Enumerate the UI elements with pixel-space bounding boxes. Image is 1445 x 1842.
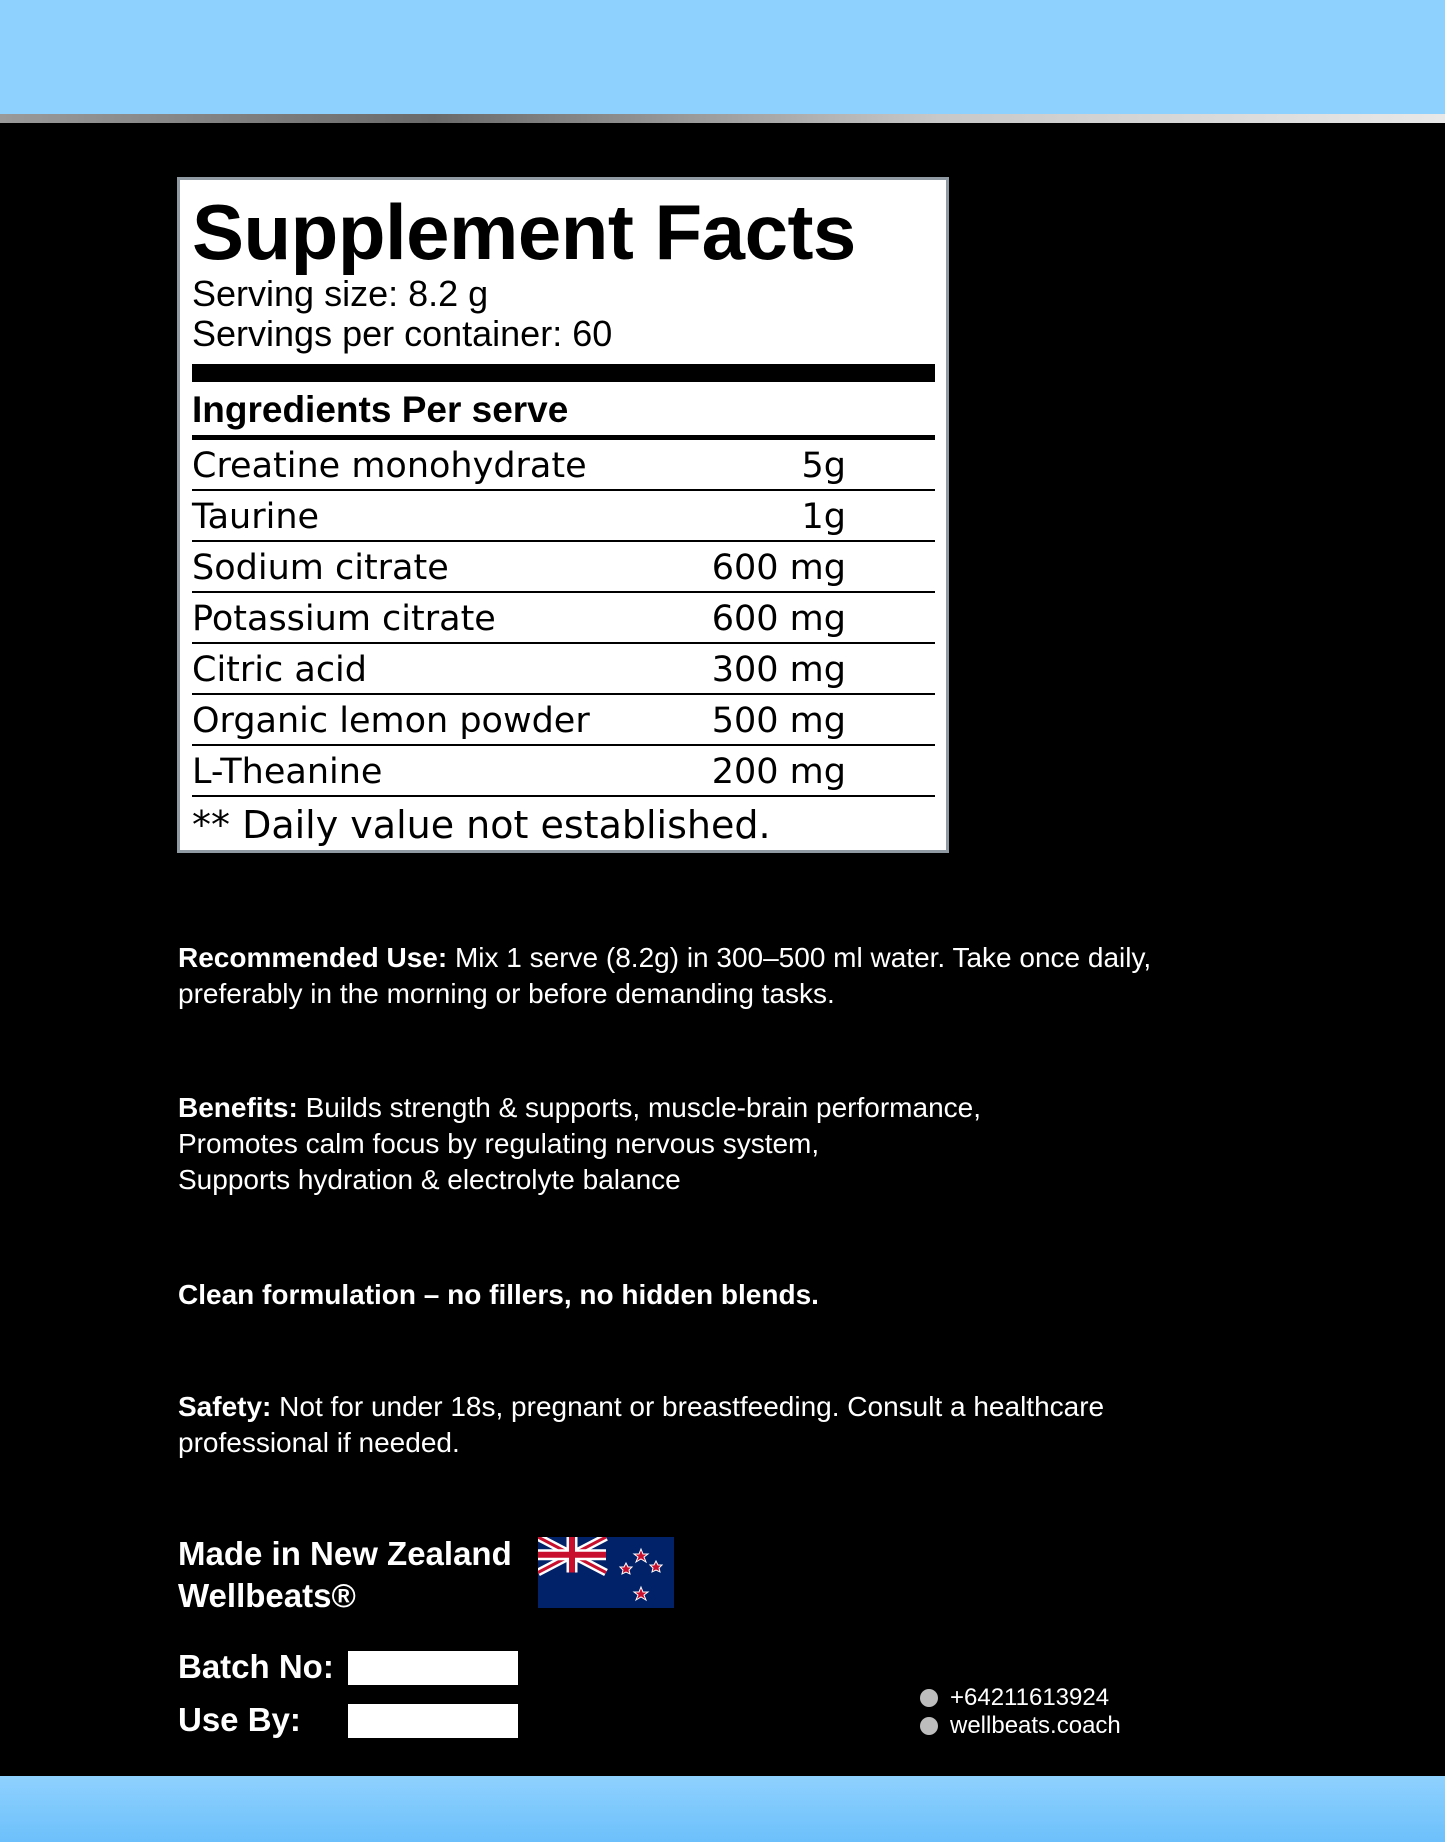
benefits-label: Benefits:: [178, 1092, 298, 1123]
instagram-icon: [920, 1717, 938, 1735]
ingredient-amount: 200 mg: [711, 752, 846, 792]
benefits-text-1: Builds strength & supports, muscle-brain performance,: [297, 1092, 981, 1123]
top-color-band: [0, 0, 1445, 114]
social-handle: wellbeats.coach: [950, 1712, 1121, 1739]
ingredient-amount: 600 mg: [711, 599, 846, 639]
batch-number-field[interactable]: [348, 1651, 518, 1685]
ingredient-row: [192, 491, 935, 542]
contact-phone: [920, 1684, 1109, 1712]
ingredients-header: Ingredients Per serve: [192, 389, 569, 430]
safety: [178, 1389, 1104, 1461]
ingredient-row: [192, 542, 935, 593]
made-in: Made in New Zealand: [178, 1535, 512, 1572]
facts-title: Supplement Facts: [192, 188, 856, 276]
ingredient-row: [192, 440, 935, 491]
servings-per-container: Servings per container: 60: [192, 313, 613, 354]
benefits-text-3: Supports hydration & electrolyte balance: [178, 1164, 681, 1195]
ingredient-name: Sodium citrate: [192, 548, 449, 588]
whatsapp-icon: [920, 1689, 938, 1707]
ingredient-amount: 300 mg: [711, 650, 846, 690]
batch-label: Batch No:: [178, 1648, 334, 1685]
origin: [178, 1533, 512, 1617]
ingredient-amount: 500 mg: [711, 701, 846, 741]
ingredient-name: Creatine monohydrate: [192, 446, 587, 486]
thick-divider: [192, 364, 935, 382]
safety-text-2: professional if needed.: [178, 1427, 460, 1458]
ingredient-name: Potassium citrate: [192, 599, 496, 639]
benefits-text-2: Promotes calm focus by regulating nervous system,: [178, 1128, 820, 1159]
ingredient-amount: 1g: [801, 497, 846, 537]
use-by-field[interactable]: [348, 1704, 518, 1738]
serving-size: Serving size: 8.2 g: [192, 273, 489, 314]
clean-formulation: Clean formulation – no fillers, no hidden blends.: [178, 1279, 819, 1310]
ingredient-name: Taurine: [192, 497, 320, 537]
contact-social: [920, 1712, 1121, 1740]
ingredient-row: [192, 746, 935, 797]
bottom-color-band: [0, 1776, 1445, 1842]
recommended-text-1: Mix 1 serve (8.2g) in 300–500 ml water. Take once daily,: [447, 942, 1152, 973]
supplement-facts-panel: [177, 177, 949, 853]
recommended-text-2: preferably in the morning or before demanding tasks.: [178, 978, 835, 1009]
recommended-use: [178, 940, 1151, 1012]
ingredient-name: Organic lemon powder: [192, 701, 590, 741]
phone-number: +64211613924: [950, 1684, 1110, 1711]
brand-name: Wellbeats®: [178, 1577, 356, 1614]
benefits: [178, 1090, 981, 1198]
ingredient-row: [192, 695, 935, 746]
ingredient-amount: 600 mg: [711, 548, 846, 588]
ingredient-row: [192, 644, 935, 695]
new-zealand-flag-icon: [538, 1537, 674, 1608]
ingredient-name: Citric acid: [192, 650, 367, 690]
ingredient-amount: 5g: [801, 446, 846, 486]
top-metallic-rule: [0, 114, 1445, 123]
ingredient-row: [192, 593, 935, 644]
safety-label: Safety:: [178, 1391, 272, 1422]
use-by-label: Use By:: [178, 1701, 301, 1738]
ingredient-name: L-Theanine: [192, 752, 383, 792]
recommended-label: Recommended Use:: [178, 942, 448, 973]
daily-value-note: ** Daily value not established.: [192, 803, 771, 847]
safety-text-1: Not for under 18s, pregnant or breastfeeding. Consult a healthcare: [271, 1391, 1105, 1422]
